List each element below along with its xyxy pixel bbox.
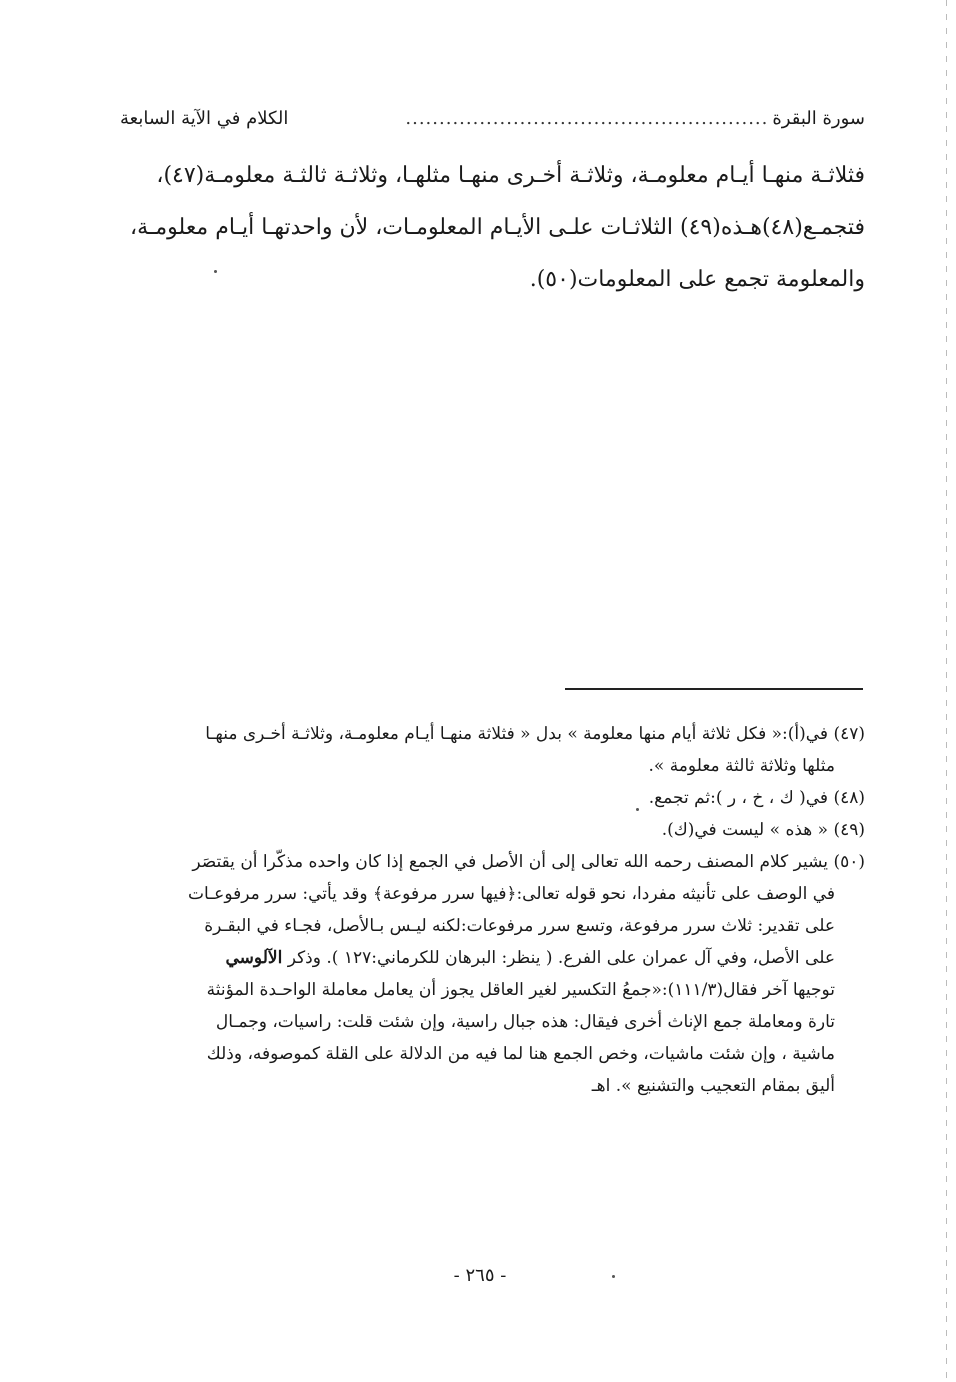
scan-speck [214, 270, 217, 273]
main-text-line: فتجمـع(٤٨)هـذه(٤٩) الثلاثـات علـى الأيـام المعلومـات، لأن واحدتهـا أيـام معلومـة، [130, 215, 865, 240]
footnote-text: في( ك ، خ ، ر ):ثم تجمع. [648, 788, 829, 808]
footnote-number: (٤٧) [833, 724, 865, 744]
footnote-number: (٤٩) [833, 820, 865, 840]
footnote-47 [120, 718, 865, 782]
header-surah: سورة البقرة [772, 107, 865, 129]
footnote-text-cont: أليق بمقام التعجيب والتشنيع ». اهـ [591, 1076, 835, 1096]
footnote-48 [120, 782, 865, 814]
author-name: الآلوسي [225, 948, 283, 968]
footnote-50 [120, 846, 865, 1102]
page-number: - ٢٦٥ - [453, 1265, 507, 1286]
footnote-text-cont: توجيها آخر فقال(١١١/٣):«جمعُ التكسير لغير العاقل يجوز أن يعامل معاملة الواحـدة المؤنثة [206, 980, 835, 1000]
scan-edge-shadow [946, 0, 947, 1382]
footnote-number: (٥٠) [833, 852, 865, 872]
main-text [120, 150, 865, 306]
footnote-number: (٤٨) [833, 788, 865, 808]
header-section: الكلام في الآية السابعة [120, 107, 289, 129]
footnote-text-part: على الأصل، وفي آل عمران على الفرع. ( ينظر: البرهان للكرماني:١٢٧ ). وذكر [287, 948, 835, 968]
footnote-text-cont: ماشية ، وإن شئت ماشيات، وخص الجمع هنا لما فيه من الدلالة على القلة كموصوفه، وذلك [206, 1044, 835, 1064]
main-text-line: فثلاثـة منهـا أيـام معلومـة، وثلاثـة أخـرى منهـا مثلهـا، وثلاثـة ثالثـة معلومـة(٤٧)، [156, 163, 865, 188]
scan-speck [636, 808, 639, 811]
footnote-text-cont: في الوصف على تأنيثه مفردا، نحو قوله تعالى:﴿فيها سرر مرفوعة﴾ وقد يأتي: سرر مرفوعـات [188, 884, 835, 904]
footnote-text-cont: تارة ومعاملة جمع الإناث أخرى فيقال: هذه جبال راسية، وإن شئت قلت: راسيات، وجمـال [215, 1012, 835, 1032]
footnote-separator [565, 688, 863, 690]
header-dot-leader: ...................................................... [405, 107, 769, 129]
footnote-text-cont: على تقدير: ثلاث سرر مرفوعة، وتسع سرر مرفوعات:لكنه ليـس بـالأصل، فجـاء في البقـرة [204, 916, 835, 936]
footnote-text: يشير كلام المصنف رحمه الله تعالى إلى أن الأصل في الجمع إذا كان واحده مذكّرا أن يقتصَر [192, 852, 829, 872]
footnotes [120, 718, 865, 1102]
footnote-text: في(أ):« فكل ثلاثة أيام منها معلومة » بدل « فثلاثة منهـا أيـام معلومـة، وثلاثـة أخـرى منهـا [205, 724, 829, 744]
main-text-line: والمعلومة تجمع على المعلومات(٥٠). [529, 267, 865, 292]
running-header [120, 100, 865, 136]
scan-speck [612, 1275, 615, 1278]
footnote-49 [120, 814, 865, 846]
footnote-text-cont [120, 942, 865, 974]
footnote-text-cont: مثلها وثلاثة ثالثة معلومة ». [648, 756, 835, 776]
footnote-text: « هذه » ليست في(ك). [661, 820, 829, 840]
